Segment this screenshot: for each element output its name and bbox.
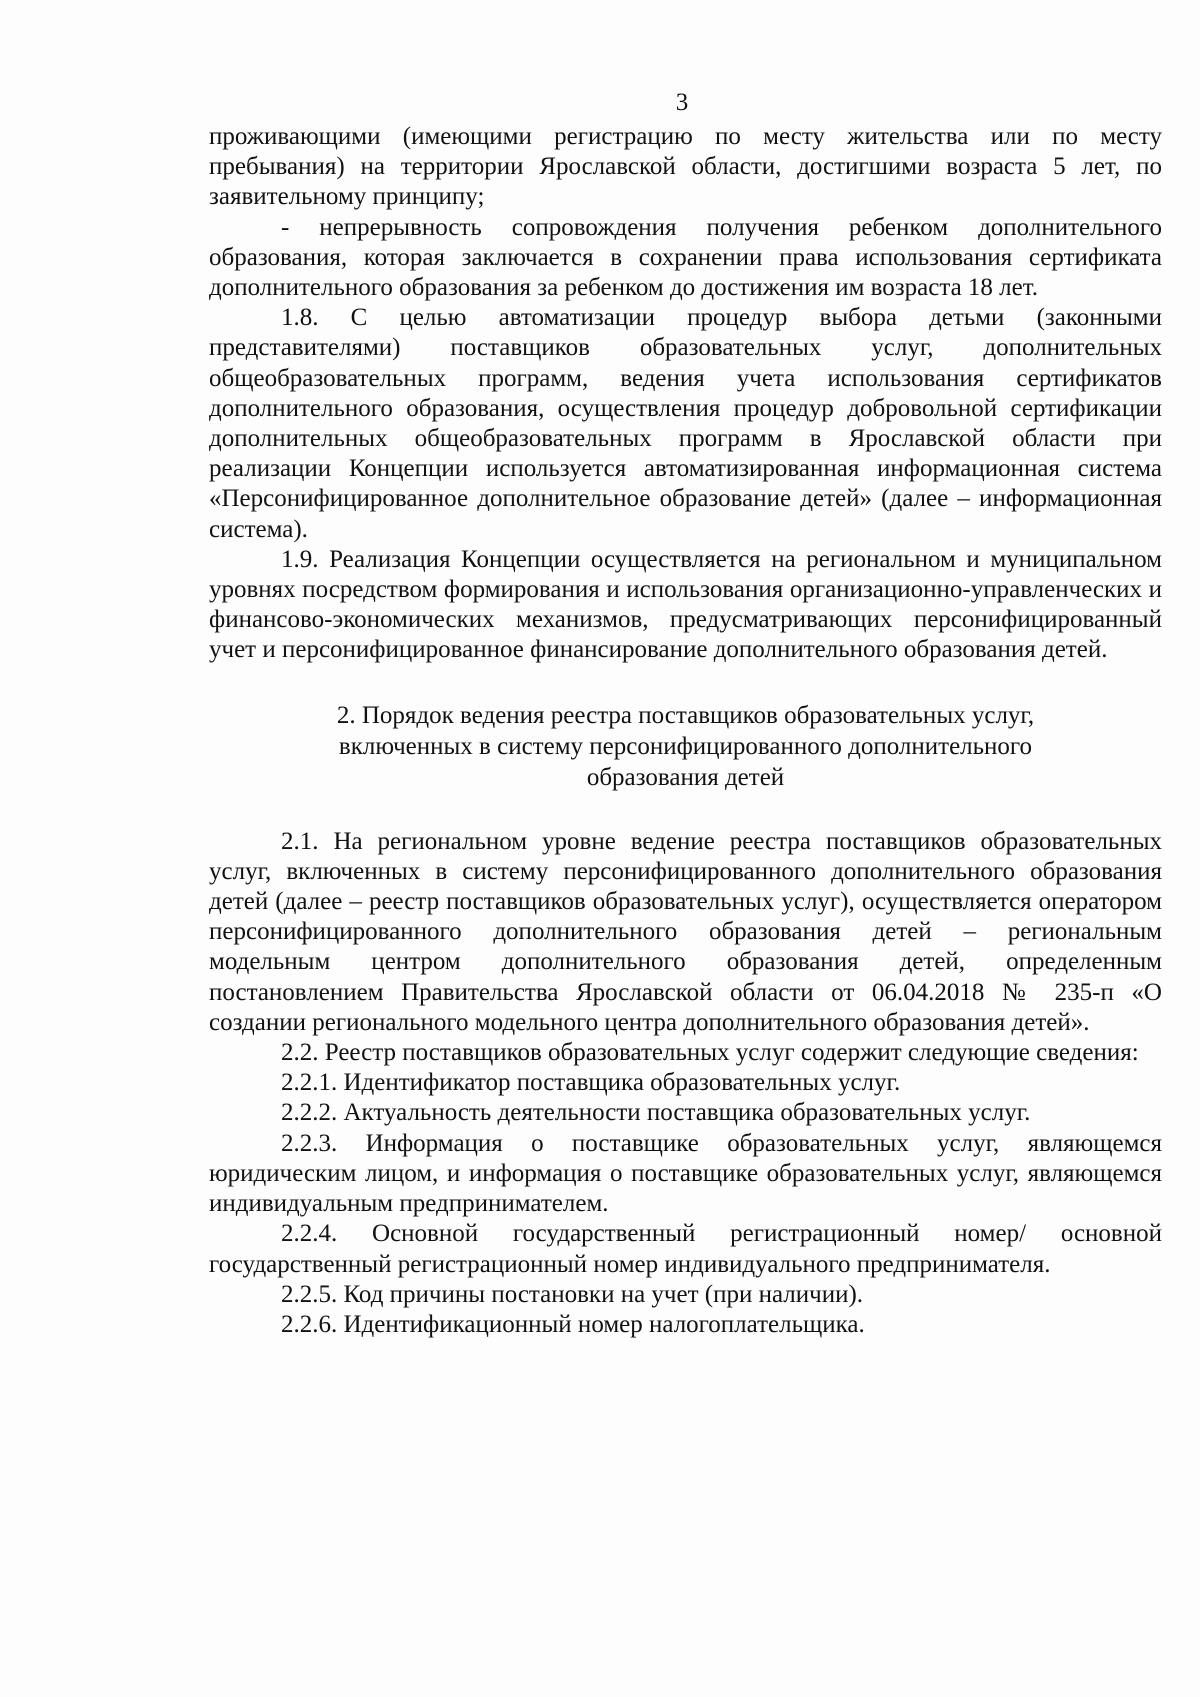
paragraph-bullet-continuity: - непрерывность сопровождения получения ребенком дополнительного образования, которая заключается в сохранении права использования сертификата дополнительного образования за ребенком до достижения им возраста 18 лет.	[209, 213, 1162, 302]
section-2-heading-line-2: включенных в систему персонифицированного дополнительного	[338, 732, 1033, 760]
paragraph-2-2: 2.2. Реестр поставщиков образовательных услуг содержит следующие сведения:	[281, 1039, 1139, 1067]
page-number: 3	[675, 89, 689, 116]
paragraph-2-2-5: 2.2.5. Код причины постановки на учет (при наличии).	[281, 1280, 864, 1308]
document-body	[209, 122, 1162, 1340]
paragraph-2-2-2: 2.2.2. Актуальность деятельности поставщика образовательных услуг.	[281, 1099, 1031, 1127]
paragraph-2-2-3: 2.2.3. Информация о поставщике образовательных услуг, являющемся юридическим лицом, и информация о поставщике образовательных услуг, являющемся индивидуальным предпринимателем.	[209, 1129, 1162, 1218]
paragraph-2-2-1: 2.2.1. Идентификатор поставщика образовательных услуг.	[281, 1069, 901, 1097]
section-2-heading-line-3: образования детей	[586, 763, 785, 791]
section-2-heading-line-1: 2. Порядок ведения реестра поставщиков образовательных услуг,	[336, 701, 1035, 729]
paragraph-2-1: 2.1. На региональном уровне ведение реестра поставщиков образовательных услуг, включенных в систему персонифицированного дополнительного образования детей (далее – реестр поставщиков образовательных услуг), осуществляется оператором персонифицированного дополнительного образования детей – региональным модельным центром дополнительного образования детей, определенным постановлением Правительства Ярославской области от 06.04.2018 № 235-п «О создании регионального модельного центра дополнительного образования детей».	[209, 827, 1162, 1036]
paragraph-1-8: 1.8. С целью автоматизации процедур выбора детьми (законными представителями) поставщиков образовательных услуг, дополнительных общеобразовательных программ, ведения учета использования сертификатов дополнительного образования, осуществления процедур добровольной сертификации дополнительных общеобразовательных программ в Ярославской области при реализации Концепции используется автоматизированная информационная система «Персонифицированное дополнительное образование детей» (далее – информационная система).	[209, 304, 1162, 543]
paragraph-2-2-6: 2.2.6. Идентификационный номер налогоплательщика.	[281, 1310, 865, 1338]
paragraph-1-9: 1.9. Реализация Концепции осуществляется на региональном и муниципальном уровнях посредством формирования и использования организационно-управленческих и финансово-экономических механизмов, предусматривающих персонифицированный учет и персонифицированное финансирование дополнительного образования детей.	[209, 545, 1162, 664]
section-2-heading	[209, 700, 1162, 793]
paragraph-2-2-4: 2.2.4. Основной государственный регистрационный номер/ основной государственный регистрационный номер индивидуального предпринимателя.	[209, 1220, 1162, 1278]
paragraph-continuation: проживающими (имеющими регистрацию по месту жительства или по месту пребывания) на территории Ярославской области, достигшими возраста 5 лет, по заявительному принципу;	[209, 123, 1162, 211]
